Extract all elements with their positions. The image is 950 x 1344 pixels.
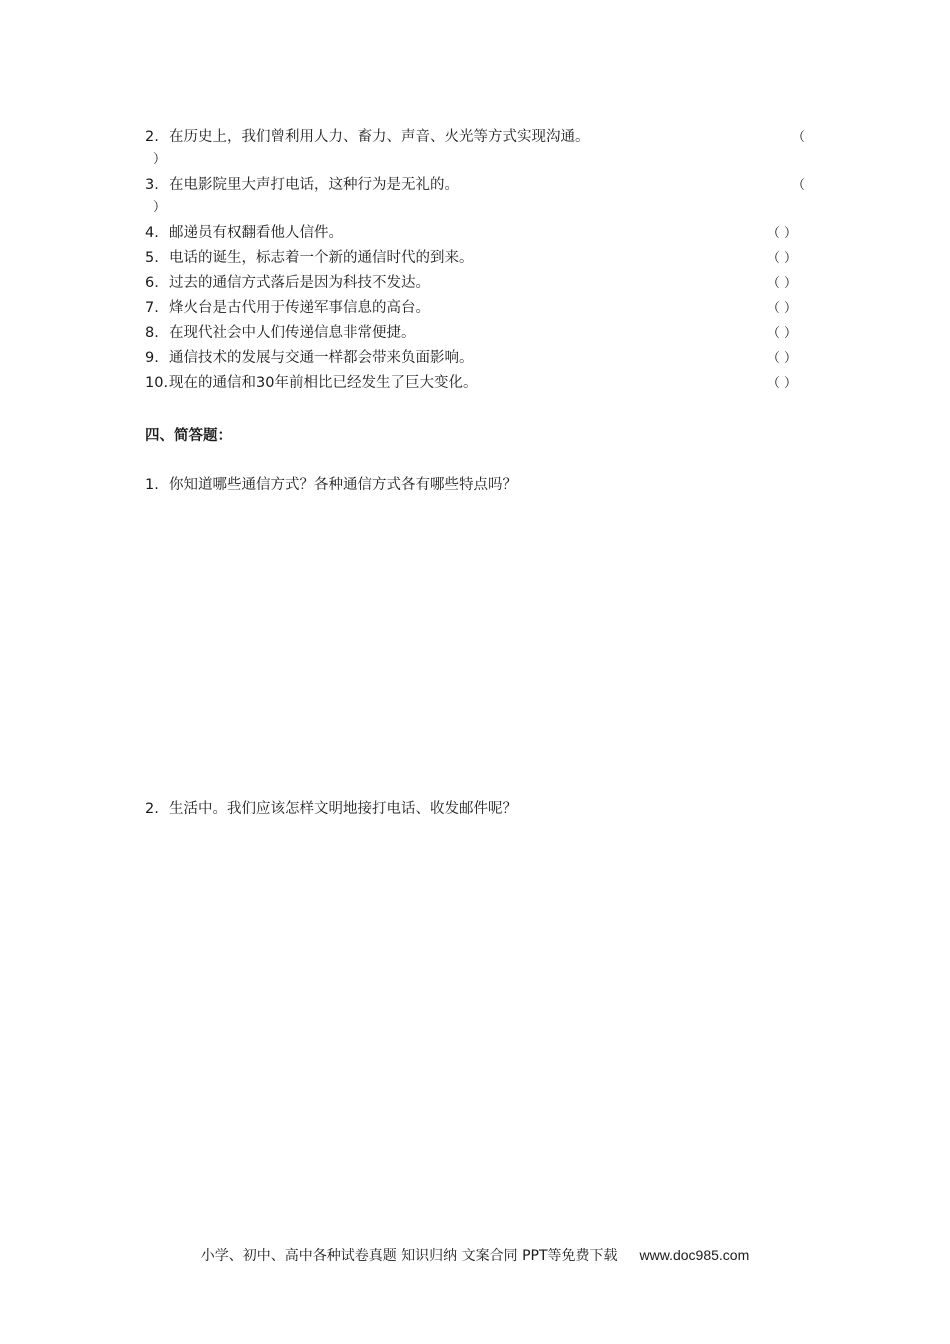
list-item [145,296,805,321]
item-number: 4. [145,225,159,241]
item-number: 6. [145,275,159,291]
answer-blank: （ ） [766,351,797,366]
item-text: 现在的通信和30年前相比已经发生了巨大变化。 [169,375,478,391]
list-item [145,246,805,271]
item-number: 2. [145,129,159,145]
answer-blank: （ ） [766,276,797,291]
answer-blank: （ ） [766,326,797,341]
item-text: 在现代社会中人们传递信息非常便捷。 [169,325,416,341]
list-item [145,346,805,371]
item-text: 在历史上，我们曾利用人力、畜力、声音、火光等方式实现沟通。 [169,129,590,145]
answer-bracket-open: （ [791,130,805,145]
item-text: 邮递员有权翻看他人信件。 [169,225,343,241]
short-answer-question [145,473,517,497]
answer-blank: （ ） [766,251,797,266]
answer-bracket-close: ） [153,152,167,167]
answer-blank: （ ） [766,301,797,316]
item-number: 7. [145,300,159,316]
list-item [145,371,805,396]
question-text: 生活中。我们应该怎样文明地接打电话、收发邮件呢？ [169,801,517,817]
footer-text: 小学、初中、高中各种试卷真题 知识归纳 文案合同 PPT等免费下载 [200,1248,618,1264]
footer-site: www.doc985.com [639,1247,750,1263]
answer-bracket-close: ） [153,200,167,215]
question-number: 1. [145,477,159,493]
list-item [145,321,805,346]
item-number: 8. [145,325,159,341]
item-number: 10. [145,375,169,391]
answer-blank: （ ） [766,226,797,241]
item-text: 烽火台是古代用于传递军事信息的高台。 [169,300,430,316]
list-item [145,221,805,246]
item-text: 通信技术的发展与交通一样都会带来负面影响。 [169,350,474,366]
short-answer-question [145,797,517,821]
list-item [145,173,805,221]
true-false-list [145,125,805,396]
list-item [145,271,805,296]
item-text: 电话的诞生，标志着一个新的通信时代的到来。 [169,250,474,266]
item-number: 5. [145,250,159,266]
answer-bracket-open: （ [791,178,805,193]
item-text: 过去的通信方式落后是因为科技不发达。 [169,275,430,291]
page-footer [0,1243,950,1268]
answer-blank: （ ） [766,376,797,391]
section-title: 四、简答题： [145,428,232,444]
item-number: 9. [145,350,159,366]
item-text: 在电影院里大声打电话，这种行为是无礼的。 [169,177,459,193]
list-item [145,125,805,173]
question-text: 你知道哪些通信方式？各种通信方式各有哪些特点吗？ [169,477,517,493]
question-number: 2. [145,801,159,817]
item-number: 3. [145,177,159,193]
